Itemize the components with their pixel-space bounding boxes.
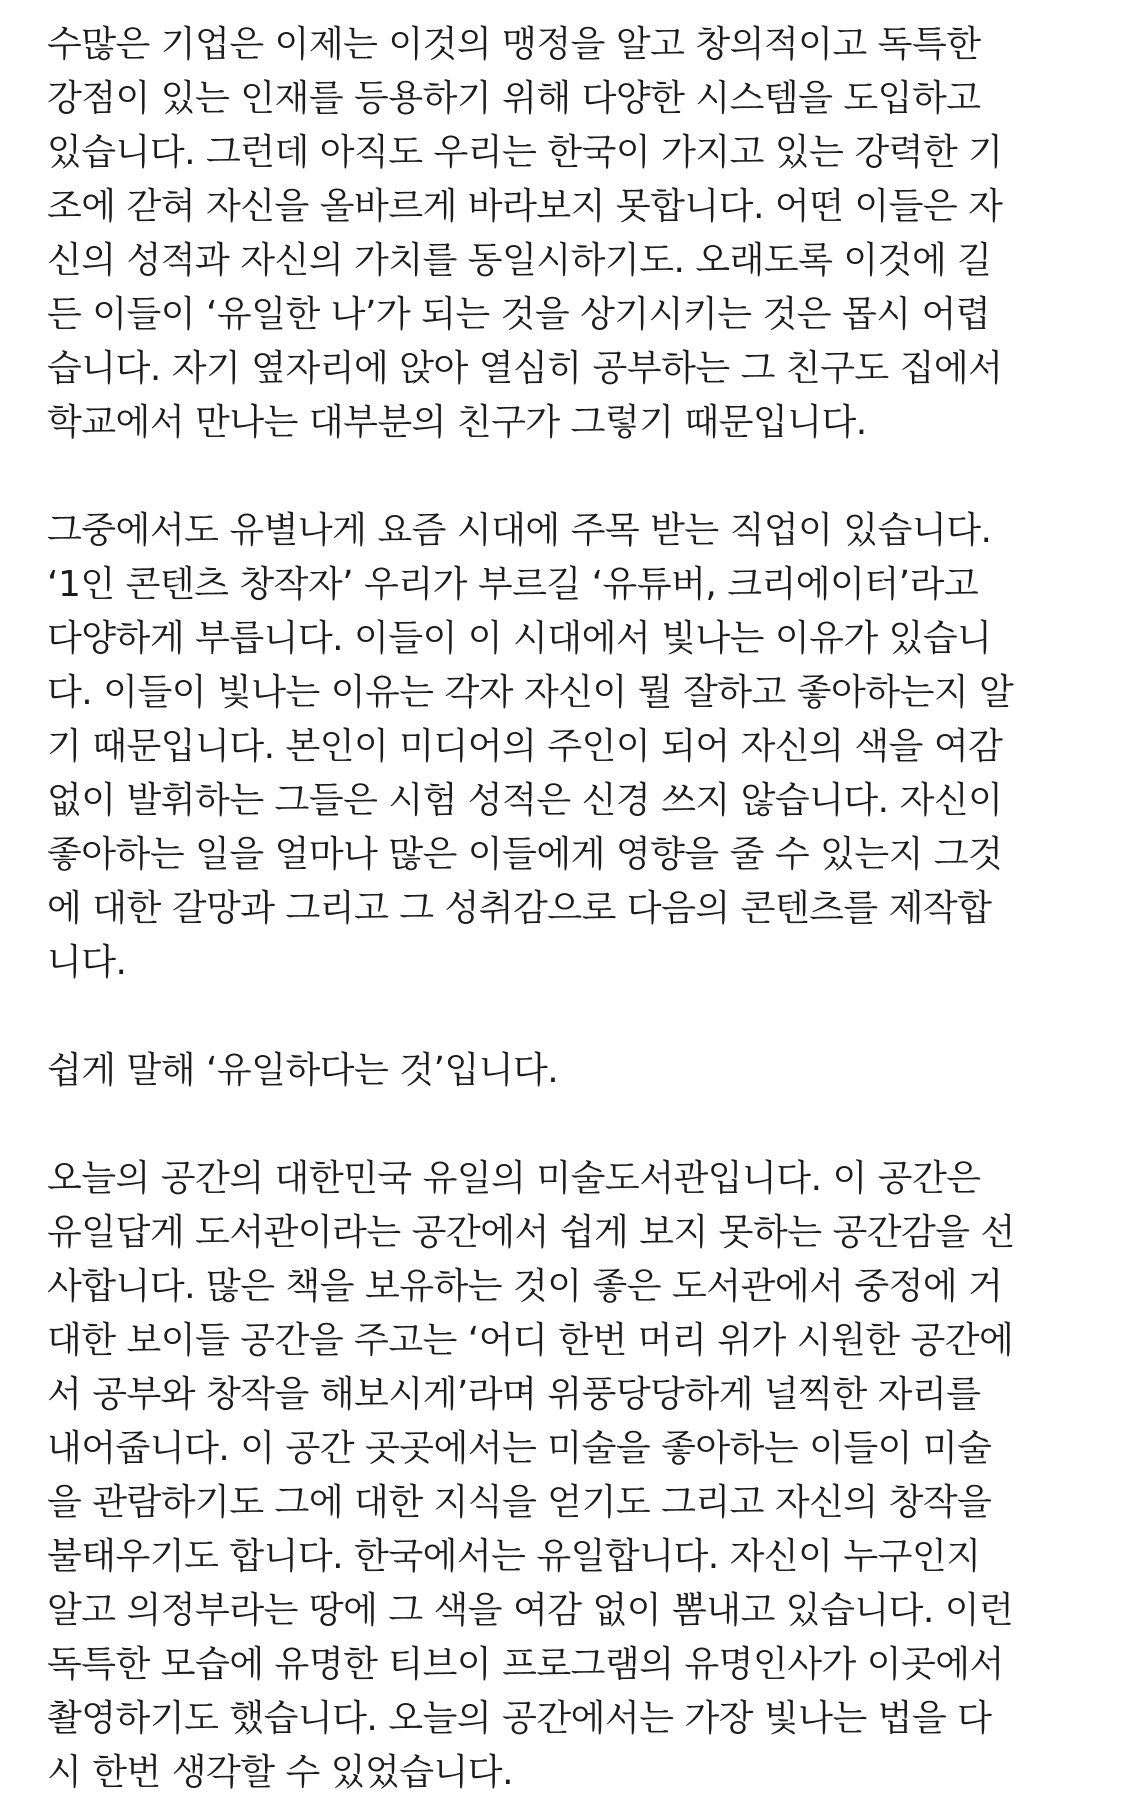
paragraph-spacer xyxy=(47,1098,1087,1152)
text-line: ‘1인 콘텐츠 창작자’ 우리가 부르길 ‘유튜버, 크리에이터’라고 xyxy=(47,564,979,605)
text-line: 니다. xyxy=(47,942,127,983)
text-line: 쉽게 말해 ‘유일하다는 것’입니다. xyxy=(47,1050,559,1091)
article-body xyxy=(47,18,1087,1800)
text-line: 그중에서도 유별나게 요즘 시대에 주목 받는 직업이 있습니다. xyxy=(47,510,992,551)
text-line: 신의 성적과 자신의 가치를 동일시하기도. 오래도록 이것에 길 xyxy=(47,240,992,281)
paragraph-spacer xyxy=(47,450,1087,504)
text-line: 조에 갇혀 자신을 올바르게 바라보지 못합니다. 어떤 이들은 자 xyxy=(47,186,1003,227)
text-line: 오늘의 공간의 대한민국 유일의 미술도서관입니다. 이 공간은 xyxy=(47,1158,981,1199)
text-line: 든 이들이 ‘유일한 나’가 되는 것을 상기시키는 것은 몹시 어렵 xyxy=(47,294,991,335)
text-line: 다양하게 부릅니다. 이들이 이 시대에서 빛나는 이유가 있습니 xyxy=(47,618,992,659)
text-line: 을 관람하기도 그에 대한 지식을 얻기도 그리고 자신의 창작을 xyxy=(47,1482,992,1523)
text-line: 학교에서 만나는 대부분의 친구가 그렇기 때문입니다. xyxy=(47,402,867,443)
text-line: 있습니다. 그런데 아직도 우리는 한국이 가지고 있는 강력한 기 xyxy=(47,132,1003,173)
paragraph-spacer xyxy=(47,990,1087,1044)
text-line: 에 대한 갈망과 그리고 그 성취감으로 다음의 콘텐츠를 제작합 xyxy=(47,888,992,929)
text-line: 독특한 모습에 유명한 티브이 프로그램의 유명인사가 이곳에서 xyxy=(47,1644,1004,1685)
paragraph-2 xyxy=(47,504,1087,990)
paragraph-4 xyxy=(47,1152,1087,1800)
text-line: 서 공부와 창작을 해보시게’라며 위풍당당하게 널찍한 자리를 xyxy=(47,1374,981,1415)
text-line: 내어줍니다. 이 공간 곳곳에서는 미술을 좋아하는 이들이 미술 xyxy=(47,1428,992,1469)
text-line: 유일답게 도서관이라는 공간에서 쉽게 보지 못하는 공간감을 선 xyxy=(47,1212,1015,1253)
text-line: 기 때문입니다. 본인이 미디어의 주인이 되어 자신의 색을 여감 xyxy=(47,726,1003,767)
text-line: 강점이 있는 인재를 등용하기 위해 다양한 시스템을 도입하고 xyxy=(47,78,981,119)
paragraph-3 xyxy=(47,1044,1087,1098)
text-line: 습니다. 자기 옆자리에 앉아 열심히 공부하는 그 친구도 집에서 xyxy=(47,348,1003,389)
text-line: 불태우기도 합니다. 한국에서는 유일합니다. 자신이 누구인지 xyxy=(47,1536,981,1577)
paragraph-1 xyxy=(47,18,1087,450)
text-line: 없이 발휘하는 그들은 시험 성적은 신경 쓰지 않습니다. 자신이 xyxy=(47,780,1003,821)
text-line: 알고 의정부라는 땅에 그 색을 여감 없이 뽐내고 있습니다. 이런 xyxy=(47,1590,1014,1631)
text-line: 좋아하는 일을 얼마나 많은 이들에게 영향을 줄 수 있는지 그것 xyxy=(47,834,1003,875)
text-line: 시 한번 생각할 수 있었습니다. xyxy=(47,1752,514,1793)
text-line: 촬영하기도 했습니다. 오늘의 공간에서는 가장 빛나는 법을 다 xyxy=(47,1698,992,1739)
text-line: 다. 이들이 빛나는 이유는 각자 자신이 뭘 잘하고 좋아하는지 알 xyxy=(47,672,1014,713)
text-line: 사합니다. 많은 책을 보유하는 것이 좋은 도서관에서 중정에 거 xyxy=(47,1266,1003,1307)
text-line: 수많은 기업은 이제는 이것의 맹정을 알고 창의적이고 독특한 xyxy=(47,24,981,65)
text-line: 대한 보이들 공간을 주고는 ‘어디 한번 머리 위가 시원한 공간에 xyxy=(47,1320,1014,1361)
